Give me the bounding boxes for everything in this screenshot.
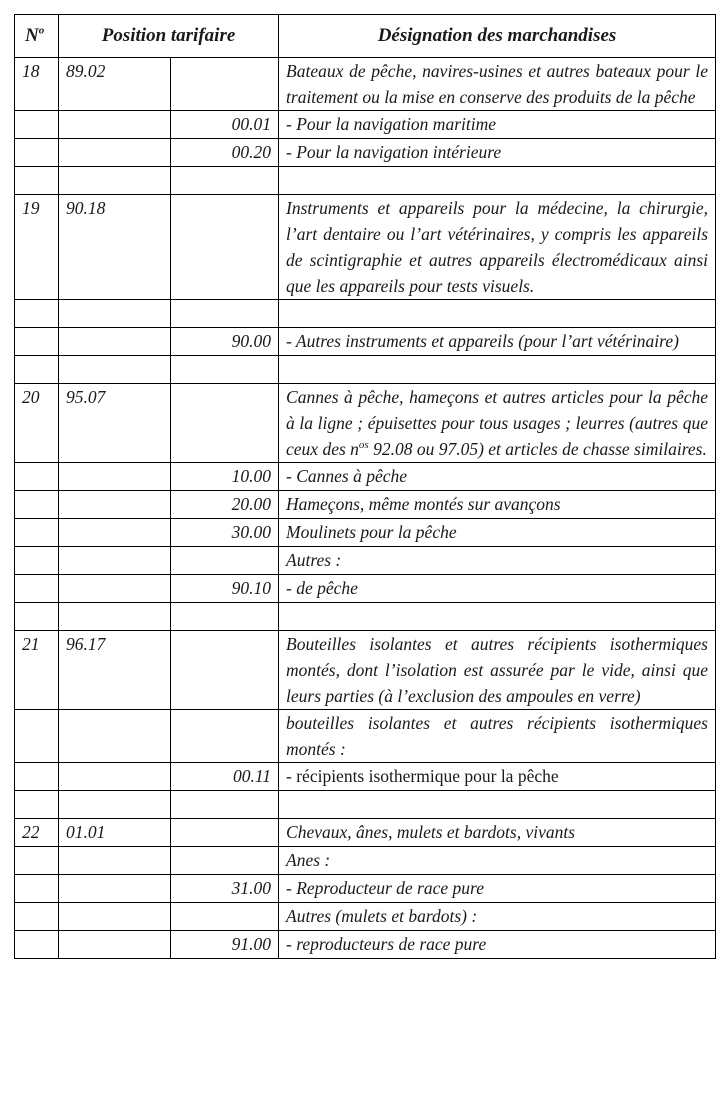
designation: - de pêche (279, 575, 716, 603)
subheading-code: 90.00 (171, 328, 279, 356)
subheading-code: 30.00 (171, 519, 279, 547)
table-row (15, 111, 716, 139)
item-number: 18 (15, 58, 59, 111)
subheading-code: 20.00 (171, 491, 279, 519)
designation: Instruments et appareils pour la médecine, la chirurgie, l’art dentaire ou l’art vétérinaires, y compris les appareils de scintigraphie et autres appareils électromédicaux ainsi que les appareils pour tests visuels. (279, 195, 716, 300)
table-row (15, 763, 716, 791)
table-row (15, 819, 716, 847)
spacer-row (15, 603, 716, 631)
table-row (15, 710, 716, 763)
tariff-position: 89.02 (59, 58, 171, 111)
designation: Anes : (279, 847, 716, 875)
table-row (15, 903, 716, 931)
header-number-label: N (25, 25, 39, 46)
table-row (15, 139, 716, 167)
table-row (15, 384, 716, 463)
designation: Autres (mulets et bardots) : (279, 903, 716, 931)
table-row (15, 491, 716, 519)
designation: - Cannes à pêche (279, 463, 716, 491)
designation: Moulinets pour la pêche (279, 519, 716, 547)
subheading-cell (171, 58, 279, 111)
spacer-row (15, 300, 716, 328)
designation: bouteilles isolantes et autres récipients isothermiques montés : (279, 710, 716, 763)
table-row (15, 328, 716, 356)
spacer-row (15, 356, 716, 384)
subheading-code: 91.00 (171, 931, 279, 959)
item-number: 20 (15, 384, 59, 463)
header-number-superscript: o (38, 24, 45, 37)
designation: Autres : (279, 547, 716, 575)
designation: - Pour la navigation maritime (279, 111, 716, 139)
designation: Bouteilles isolantes et autres récipients isothermiques montés, dont l’isolation est assurée par le vide, ainsi que leurs parties (à l’exclusion des ampoules en verre) (279, 631, 716, 710)
table-row (15, 195, 716, 300)
spacer-row (15, 791, 716, 819)
designation: - Autres instruments et appareils (pour l’art vétérinaire) (279, 328, 716, 356)
table-row (15, 463, 716, 491)
subheading-code: 10.00 (171, 463, 279, 491)
subheading-code: 31.00 (171, 875, 279, 903)
table-row (15, 847, 716, 875)
table-row (15, 575, 716, 603)
tariff-position: 96.17 (59, 631, 171, 710)
item-number: 19 (15, 195, 59, 300)
table-row (15, 875, 716, 903)
tariff-position: 90.18 (59, 195, 171, 300)
subheading-code: 00.01 (171, 111, 279, 139)
header-number (15, 15, 59, 58)
designation: Bateaux de pêche, navires-usines et autres bateaux pour le traitement ou la mise en conserve des produits de la pêche (279, 58, 716, 111)
designation (279, 384, 716, 463)
spacer-row (15, 167, 716, 195)
item-number: 22 (15, 819, 59, 847)
header-designation: Désignation des marchandises (279, 15, 716, 58)
table-row (15, 931, 716, 959)
designation-text: Cannes à pêche, hameçons et autres articles pour la pêche à la ligne ; épuisettes pour tous usages ; leurres (autres que ceux des n (286, 387, 708, 459)
table-row (15, 58, 716, 111)
subheading-code: 00.20 (171, 139, 279, 167)
designation-superscript: os (358, 439, 369, 452)
table-row (15, 547, 716, 575)
item-number: 21 (15, 631, 59, 710)
designation: Chevaux, ânes, mulets et bardots, vivants (279, 819, 716, 847)
designation-text: 92.08 ou 97.05) et articles de chasse similaires. (368, 439, 707, 459)
tariff-position: 01.01 (59, 819, 171, 847)
designation: - récipients isothermique pour la pêche (279, 763, 716, 791)
tariff-position: 95.07 (59, 384, 171, 463)
table-row (15, 519, 716, 547)
subheading-code: 00.11 (171, 763, 279, 791)
tariff-table (14, 14, 716, 959)
table-row (15, 631, 716, 710)
table-header-row (15, 15, 716, 58)
designation: - Reproducteur de race pure (279, 875, 716, 903)
designation: - reproducteurs de race pure (279, 931, 716, 959)
subheading-code: 90.10 (171, 575, 279, 603)
header-position: Position tarifaire (59, 15, 279, 58)
designation: - Pour la navigation intérieure (279, 139, 716, 167)
designation: Hameçons, même montés sur avançons (279, 491, 716, 519)
